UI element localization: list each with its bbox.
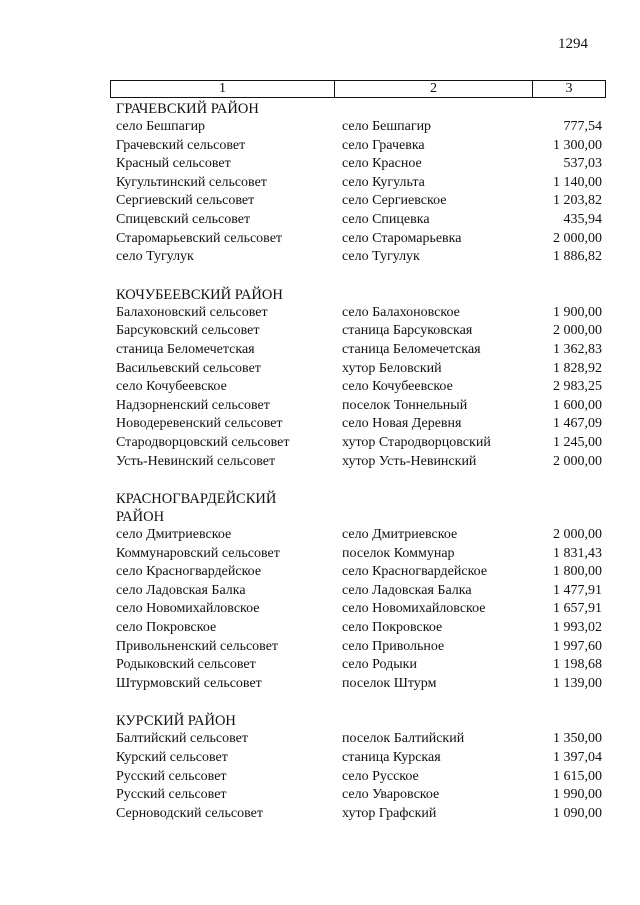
row-name: Новодеревенский сельсовет [116, 416, 283, 432]
row-amount: 2 983,25 [553, 379, 602, 395]
table-row [0, 434, 640, 453]
row-center: станица Беломечетская [342, 341, 481, 357]
row-center: село Русское [342, 768, 419, 784]
row-amount: 2 000,00 [553, 453, 602, 469]
table-row [0, 453, 640, 472]
section-spacer [0, 471, 640, 490]
row-center: поселок Штурм [342, 675, 437, 691]
row-name: Русский сельсовет [116, 768, 227, 784]
row-name: Спицевский сельсовет [116, 211, 251, 227]
row-amount: 1 997,60 [553, 638, 602, 654]
row-amount: 1 245,00 [553, 434, 602, 450]
row-center: поселок Тоннельный [342, 397, 468, 413]
section-spacer [0, 267, 640, 286]
row-name: Коммунаровский сельсовет [116, 545, 280, 561]
row-amount: 1 900,00 [553, 304, 602, 320]
row-center: село Кочубеевское [342, 379, 453, 395]
row-name: село Красногвардейское [116, 564, 262, 580]
row-amount: 1 886,82 [553, 249, 602, 265]
row-center: село Ладовская Балка [342, 582, 472, 598]
row-name: Балахоновский сельсовет [116, 304, 268, 320]
section-title: КОЧУБЕЕВСКИЙ РАЙОН [116, 286, 283, 303]
row-name: Балтийский сельсовет [116, 731, 249, 747]
row-name: Стародворцовский сельсовет [116, 434, 290, 450]
row-name: Красный сельсовет [116, 156, 231, 172]
row-amount: 1 657,91 [553, 601, 602, 617]
row-amount: 1 397,04 [553, 750, 602, 766]
row-center: станица Барсуковская [342, 323, 473, 339]
row-name: Надзорненский сельсовет [116, 397, 270, 413]
row-name: село Ладовская Балка [116, 582, 246, 598]
row-amount: 1 467,09 [553, 416, 602, 432]
row-amount: 1 615,00 [553, 768, 602, 784]
row-name: Родыковский сельсовет [116, 657, 256, 673]
row-center: село Покровское [342, 620, 443, 636]
row-amount: 1 362,83 [553, 341, 602, 357]
table-row [0, 768, 640, 787]
row-amount: 2 000,00 [553, 230, 602, 246]
row-center: село Спицевка [342, 211, 430, 227]
row-center: поселок Коммунар [342, 545, 455, 561]
section-title: КРАСНОГВАРДЕЙСКИЙ РАЙОН [116, 491, 277, 526]
row-name: Усть-Невинский сельсовет [116, 453, 276, 469]
table-row [0, 192, 640, 211]
row-name: Русский сельсовет [116, 787, 227, 803]
row-name: село Бешпагир [116, 119, 206, 134]
section-title: ГРАЧЕВСКИЙ РАЙОН [116, 101, 259, 117]
table-row [0, 415, 640, 434]
row-amount: 1 140,00 [553, 174, 602, 190]
row-center: станица Курская [342, 750, 441, 766]
table-row [0, 675, 640, 694]
table-row [0, 526, 640, 545]
row-center: село Сергиевское [342, 193, 447, 209]
row-amount: 1 990,00 [553, 787, 602, 803]
row-amount: 1 203,82 [553, 193, 602, 209]
row-center: хутор Беловский [342, 360, 442, 376]
header-col-3: 3 [565, 81, 573, 96]
row-center: село Новая Деревня [342, 416, 462, 432]
row-amount: 1 993,02 [553, 620, 602, 636]
table-row [0, 304, 640, 323]
row-name: Васильевский сельсовет [116, 360, 261, 376]
row-name: Курский сельсовет [116, 750, 228, 766]
row-name: Старомарьевский сельсовет [116, 230, 283, 246]
page-number: 1294 [558, 36, 588, 52]
table-row [0, 545, 640, 564]
row-name: Сергиевский сельсовет [116, 193, 255, 209]
row-name: станица Беломечетская [116, 341, 255, 357]
table-row [0, 805, 640, 824]
table-row [0, 582, 640, 601]
row-name: Грачевский сельсовет [116, 137, 246, 153]
row-center: село Уваровское [342, 787, 440, 803]
table-header [110, 80, 606, 98]
row-center: село Кугульта [342, 174, 425, 190]
row-amount: 1 600,00 [553, 397, 602, 413]
table-row [0, 656, 640, 675]
row-amount: 2 000,00 [553, 527, 602, 543]
row-amount: 1 831,43 [553, 545, 602, 561]
row-name: Привольненский сельсовет [116, 638, 279, 654]
row-center: село Красногвардейское [342, 564, 488, 580]
row-amount: 2 000,00 [553, 323, 602, 339]
row-name: село Тугулук [116, 249, 194, 265]
table-row [0, 730, 640, 749]
row-amount: 435,94 [563, 211, 602, 227]
table-row [0, 211, 640, 230]
row-amount: 1 828,92 [553, 360, 602, 376]
row-name: Серноводский сельсовет [116, 805, 263, 821]
row-name: село Кочубеевское [116, 379, 227, 395]
table-row [0, 248, 640, 267]
table-row [0, 341, 640, 360]
document-body [0, 100, 640, 823]
table-row [0, 155, 640, 174]
row-center: село Старомарьевка [342, 230, 462, 246]
row-amount: 777,54 [563, 119, 602, 134]
row-center: хутор Стародворцовский [342, 434, 491, 450]
row-center: село Привольное [342, 638, 445, 654]
table-row [0, 619, 640, 638]
section-title: КУРСКИЙ РАЙОН [116, 713, 236, 730]
row-center: село Тугулук [342, 249, 420, 265]
table-row [0, 638, 640, 657]
row-center: хутор Усть-Невинский [342, 453, 477, 469]
row-amount: 1 300,00 [553, 137, 602, 153]
table-row [0, 174, 640, 193]
row-center: село Красное [342, 156, 422, 172]
row-center: поселок Балтийский [342, 731, 465, 747]
table-row [0, 749, 640, 768]
row-amount: 1 198,68 [553, 657, 602, 673]
table-row [0, 322, 640, 341]
section-spacer [0, 693, 640, 712]
row-center: село Грачевка [342, 137, 425, 153]
row-amount: 537,03 [563, 156, 602, 172]
row-center: село Новомихайловское [342, 601, 486, 617]
row-name: село Новомихайловское [116, 601, 260, 617]
header-col-2: 2 [335, 81, 533, 97]
table-row [0, 378, 640, 397]
table-row [0, 230, 640, 249]
table-row [0, 118, 640, 137]
table-row [0, 786, 640, 805]
row-center: село Бешпагир [342, 119, 432, 134]
table-row [0, 137, 640, 156]
row-center: село Дмитриевское [342, 527, 458, 543]
row-amount: 1 139,00 [553, 675, 602, 691]
table-row [0, 563, 640, 582]
row-name: Барсуковский сельсовет [116, 323, 260, 339]
row-amount: 1 800,00 [553, 564, 602, 580]
row-name: Кугультинский сельсовет [116, 174, 267, 190]
table-row [0, 600, 640, 619]
row-center: хутор Графский [342, 805, 437, 821]
table-row [0, 360, 640, 379]
row-amount: 1 090,00 [553, 805, 602, 821]
row-name: село Дмитриевское [116, 527, 232, 543]
table-row [0, 397, 640, 416]
row-name: село Покровское [116, 620, 217, 636]
row-center: село Родыки [342, 657, 417, 673]
row-name: Штурмовский сельсовет [116, 675, 262, 691]
row-amount: 1 350,00 [553, 731, 602, 747]
row-amount: 1 477,91 [553, 582, 602, 598]
header-col-1: 1 [111, 81, 335, 97]
row-center: село Балахоновское [342, 304, 460, 320]
